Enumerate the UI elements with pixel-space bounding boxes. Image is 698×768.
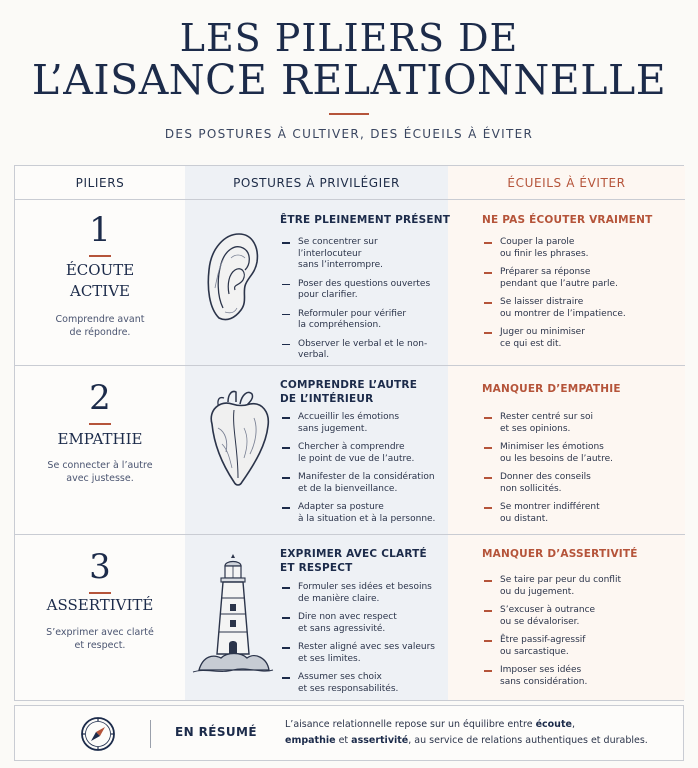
- postures-title: EXPRIMER AVEC CLARTÉ ET RESPECT: [280, 548, 427, 574]
- postures-title: COMPRENDRE L’AUTRE DE L’INTÉRIEUR: [280, 379, 418, 405]
- compass-icon: [79, 715, 117, 753]
- summary-text-part: et: [335, 735, 352, 746]
- heart-illustration: [198, 388, 276, 496]
- summary-label: EN RÉSUMÉ: [175, 725, 257, 739]
- postures-list: [282, 412, 442, 532]
- posture-item: Adapter sa posture à la situation et à la personne.: [282, 502, 442, 525]
- pillar-description: Comprendre avant de répondre.: [55, 314, 145, 338]
- posture-item: Formuler ses idées et besoins de manière claire.: [282, 582, 442, 605]
- header-postures: POSTURES À PRIVILÉGIER: [233, 176, 400, 190]
- ear-illustration: [201, 228, 261, 326]
- postures-list: [282, 582, 442, 702]
- pitfall-item: Juger ou minimiser ce qui est dit.: [484, 327, 664, 350]
- summary-text-part: ,: [571, 719, 575, 730]
- pitfall-item: Se montrer indifférent ou distant.: [484, 502, 664, 525]
- title-divider: [329, 113, 369, 115]
- summary-divider: [150, 720, 151, 748]
- header-pillars: PILIERS: [75, 176, 125, 190]
- pillar-name-line-2: ACTIVE: [69, 282, 131, 300]
- pitfall-item: Être passif-agressif ou sarcastique.: [484, 635, 664, 658]
- posture-item: Se concentrer sur l’interlocuteur sans l’interrompre.: [282, 237, 442, 272]
- pitfall-item: Minimiser les émotions ou les besoins de l’autre.: [484, 442, 664, 465]
- pillars-table: [14, 165, 684, 701]
- pitfalls-title: MANQUER D’EMPATHIE: [482, 383, 621, 395]
- title-line-2: L’AISANCE RELATIONNELLE: [31, 56, 667, 104]
- number-divider: [89, 423, 111, 425]
- posture-item: Poser des questions ouvertes pour clarifier.: [282, 279, 442, 302]
- row-divider: [15, 534, 685, 535]
- pitfalls-list: [484, 575, 664, 695]
- pillar-name: ÉCOUTE: [65, 261, 135, 279]
- summary-keyword: écoute: [535, 719, 572, 730]
- summary-text: [285, 717, 665, 749]
- pitfall-item: Se taire par peur du conflit ou du jugement.: [484, 575, 664, 598]
- pillar-number: 3: [89, 547, 111, 587]
- summary-box: [14, 705, 684, 761]
- pillar-name: ASSERTIVITÉ: [46, 596, 154, 614]
- pitfall-item: Rester centré sur soi et ses opinions.: [484, 412, 664, 435]
- title-line-1: LES PILIERS DE: [179, 16, 519, 60]
- postures-title: ÊTRE PLEINEMENT PRÉSENT: [280, 214, 451, 226]
- pitfall-item: Se laisser distraire ou montrer de l’impatience.: [484, 297, 664, 320]
- pitfall-item: Couper la parole ou finir les phrases.: [484, 237, 664, 260]
- pitfalls-title: MANQUER D’ASSERTIVITÉ: [482, 548, 638, 560]
- header-pitfalls: ÉCUEILS À ÉVITER: [507, 176, 626, 190]
- posture-item: Accueillir les émotions sans jugement.: [282, 412, 442, 435]
- posture-item: Dire non avec respect et sans agressivité.: [282, 612, 442, 635]
- posture-item: Rester aligné avec ses valeurs et ses limites.: [282, 642, 442, 665]
- row-divider: [15, 199, 685, 200]
- pitfall-item: S’excuser à outrance ou se dévaloriser.: [484, 605, 664, 628]
- pillar-number: 1: [89, 210, 111, 250]
- pillar-number: 2: [89, 378, 111, 418]
- posture-item: Manifester de la considération et de la bienveillance.: [282, 472, 442, 495]
- pillar-description: S’exprimer avec clarté et respect.: [46, 627, 154, 651]
- pillar-description: Se connecter à l’autre avec justesse.: [47, 460, 153, 484]
- posture-item: Assumer ses choix et ses responsabilités.: [282, 672, 442, 695]
- postures-list: [282, 237, 442, 369]
- lighthouse-illustration: [191, 552, 275, 678]
- posture-item: Reformuler pour vérifier la compréhension.: [282, 309, 442, 332]
- pitfalls-title: NE PAS ÉCOUTER VRAIMENT: [482, 214, 653, 226]
- summary-keyword: assertivité: [351, 735, 409, 746]
- summary-text-part: , au service de relations authentiques et durables.: [408, 735, 648, 746]
- pitfall-item: Imposer ses idées sans considération.: [484, 665, 664, 688]
- summary-keyword: empathie: [285, 735, 336, 746]
- pitfall-item: Préparer sa réponse pendant que l’autre parle.: [484, 267, 664, 290]
- number-divider: [89, 255, 111, 257]
- posture-item: Observer le verbal et le non-verbal.: [282, 339, 442, 362]
- pillar-name: EMPATHIE: [57, 430, 143, 448]
- pitfalls-list: [484, 237, 664, 357]
- posture-item: Chercher à comprendre le point de vue de l’autre.: [282, 442, 442, 465]
- pitfall-item: Donner des conseils non sollicités.: [484, 472, 664, 495]
- summary-text-part: L’aisance relationnelle repose sur un équilibre entre: [285, 719, 536, 730]
- pitfalls-list: [484, 412, 664, 532]
- subtitle: DES POSTURES À CULTIVER, DES ÉCUEILS À ÉVITER: [164, 127, 534, 141]
